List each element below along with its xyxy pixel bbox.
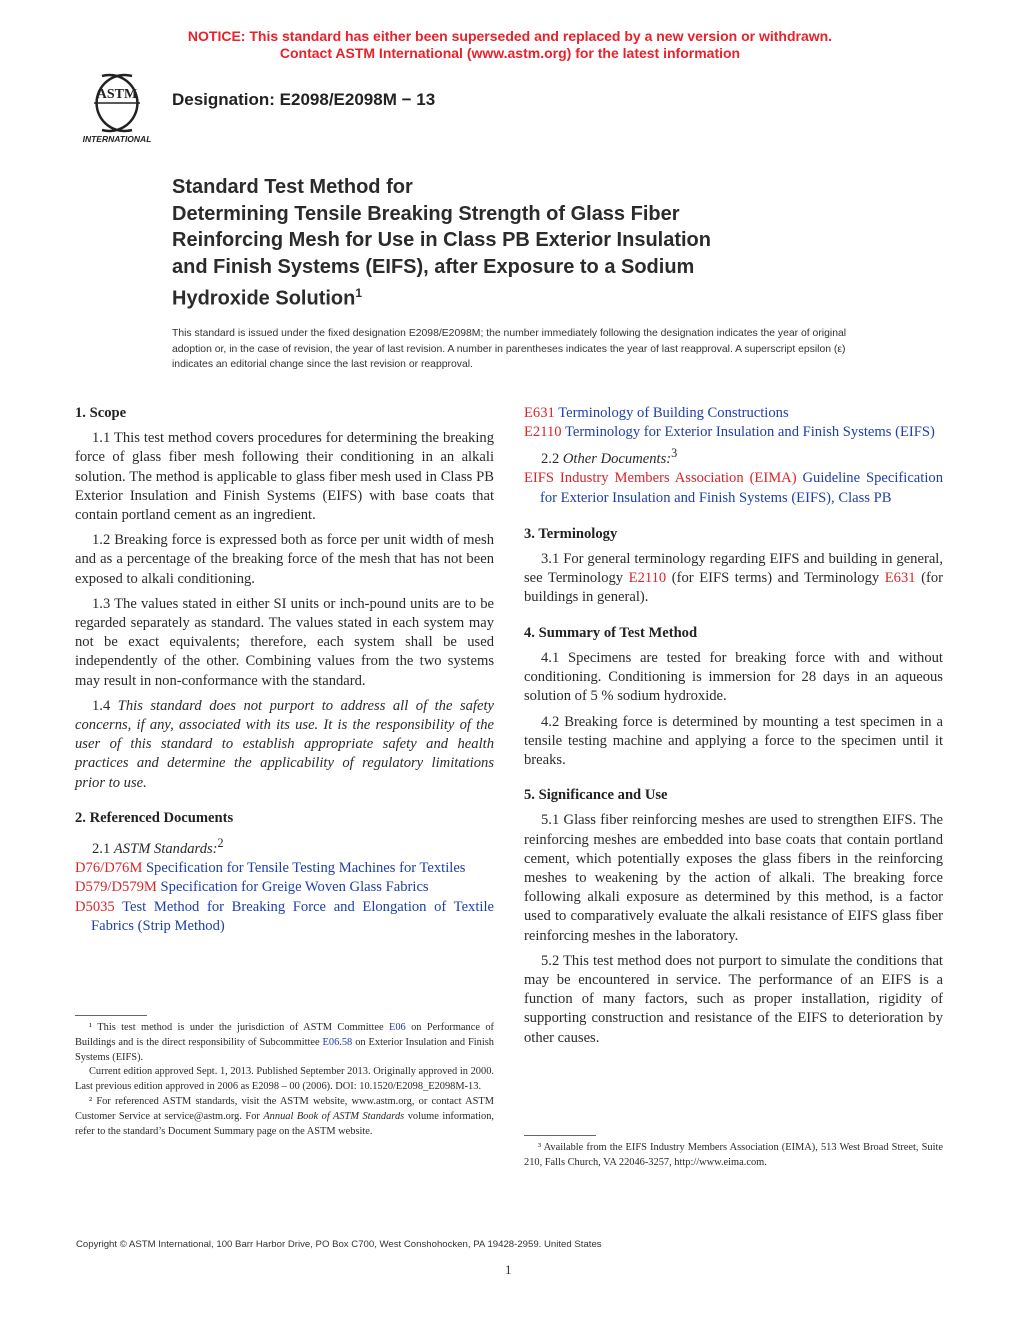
ref-eima-org[interactable]: EIFS Industry Members Association (EIMA) bbox=[524, 470, 797, 487]
footnote-2 bbox=[75, 1095, 494, 1139]
footnote-1-a: ¹ This test method is under the jurisdiction of ASTM Committee bbox=[89, 1022, 389, 1033]
section-2-heading: 2. Referenced Documents bbox=[75, 809, 234, 826]
footnote-2-italic: Annual Book of ASTM Standards bbox=[263, 1110, 405, 1122]
para-3-1-b: (for EIFS terms) and Terminology bbox=[666, 570, 885, 587]
footnote-1-edition: Current edition approved Sept. 1, 2013. Published September 2013. Originally approved in 2000. Last previous edition approved in 2006 as E2098 – 00 (2006). DOI: 10.1520/E2098_E2098M-13. bbox=[75, 1066, 494, 1093]
ref-eima[interactable] bbox=[524, 469, 943, 507]
astm-international-logo bbox=[72, 70, 162, 146]
para-2-1-num: 2.1 bbox=[92, 840, 114, 857]
title-line-1: Standard Test Method for bbox=[172, 176, 413, 198]
title-line-4: and Finish Systems (EIFS), after Exposure to a Sodium bbox=[172, 255, 695, 278]
footnote-2-a: ² For referenced ASTM standards, visit the ASTM website, www.astm.org, or contact ASTM Customer Service at service@astm.org. For bbox=[75, 1095, 494, 1122]
ref-e2110-code[interactable]: E2110 bbox=[524, 424, 562, 441]
page-number: 1 bbox=[505, 1262, 512, 1277]
para-2-2-num: 2.2 bbox=[541, 451, 563, 468]
notice-line-1: NOTICE: This standard has either been superseded and replaced by a new version or withdrawn. bbox=[187, 28, 833, 44]
issuance-note: This standard is issued under the fixed designation E2098/E2098M; the number immediately following the designation indicates the year of original adoption or, in the case of revision, the year of last revision. A number in parentheses indicates the year of last reapproval. A superscript epsilon (ε) indicates an editorial change since the last revision or reapproval. bbox=[172, 328, 847, 370]
title-line-5 bbox=[172, 280, 872, 312]
ref-d5035-title[interactable]: Test Method for Breaking Force and Elongation of Textile Fabrics (Strip Method) bbox=[91, 898, 494, 934]
ref-d5035-code[interactable]: D5035 bbox=[75, 898, 115, 915]
section-3-heading: 3. Terminology bbox=[524, 525, 618, 542]
right-column bbox=[524, 404, 943, 1048]
para-2-2 bbox=[524, 444, 943, 469]
ref-d579-title[interactable]: Specification for Greige Woven Glass Fabrics bbox=[156, 879, 429, 896]
footnote-1-c: on Exterior Insulation and Finish Systems (EIFS). bbox=[75, 1036, 494, 1063]
ref-e631[interactable] bbox=[524, 404, 943, 423]
left-column bbox=[75, 404, 494, 936]
ref-d5035[interactable] bbox=[75, 898, 494, 936]
para-1-3: 1.3 The values stated in either SI units or inch-pound units are to be regarded separately as standard. The values stated in each system may not be exact equivalents; therefore, each system shall be used independently of the other. Combining values from the two systems may result in non-conformance with the standard. bbox=[75, 595, 494, 689]
title-line-2: Determining Tensile Breaking Strength of Glass Fiber bbox=[172, 202, 680, 225]
ref-e631-title[interactable]: Terminology of Building Constructions bbox=[554, 405, 789, 421]
para-4-1: 4.1 Specimens are tested for breaking force with and without conditioning. Conditioning is immersion for 28 days in an aqueous solution of 5 % sodium hydroxide. bbox=[524, 649, 943, 705]
ref-d579[interactable] bbox=[75, 878, 494, 897]
logo-text: INTERNATIONAL bbox=[82, 134, 152, 144]
document-title bbox=[172, 174, 872, 312]
ref-eima-title[interactable]: Guideline Specification for Exterior Insulation and Finish Systems (EIFS), Class PB bbox=[540, 470, 943, 506]
section-5-heading: 5. Significance and Use bbox=[524, 787, 668, 804]
ref-d76[interactable] bbox=[75, 859, 494, 878]
para-4-2: 4.2 Breaking force is determined by mounting a test specimen in a tensile testing machine and applying a force to the specimen until it breaks. bbox=[524, 713, 943, 768]
title-line-3: Reinforcing Mesh for Use in Class PB Exterior Insulation bbox=[172, 229, 711, 251]
para-5-1: 5.1 Glass fiber reinforcing meshes are used to strengthen EIFS. The reinforcing meshes are embedded into base coats that contain portland cement, which potentially exposes the glass fibers in the reinforcing meshes to weakening by the action of alkali. The breaking force following alkali exposure as determined by this method, is a factor used to comparatively evaluate the alkali resistance of EIFS glass fiber reinforcing meshes in the laboratory. bbox=[524, 812, 943, 944]
section-1-heading: 1. Scope bbox=[75, 405, 127, 421]
title-footnote-ref[interactable]: 1 bbox=[355, 286, 363, 300]
ref-d76-code[interactable]: D76/D76M bbox=[75, 860, 143, 877]
designation: Designation: E2098/E2098M − 13 bbox=[172, 90, 436, 109]
copyright-line: Copyright © ASTM International, 100 Barr Harbor Drive, PO Box C700, West Conshohocken, PA 19428-2959. United States bbox=[76, 1239, 602, 1250]
left-footnote-rule bbox=[75, 1015, 147, 1016]
section-4-heading: 4. Summary of Test Method bbox=[524, 624, 698, 641]
para-3-1-c: (for buildings in general). bbox=[524, 570, 943, 606]
para-2-2-label: Other Documents: bbox=[562, 451, 672, 468]
footnote-1-link-e06[interactable]: E06 bbox=[388, 1022, 406, 1033]
footnote-2-ref[interactable]: 2 bbox=[217, 836, 224, 851]
footnote-2-b: volume information, refer to the standard’s Document Summary page on the ASTM website. bbox=[75, 1110, 494, 1137]
para-1-2: 1.2 Breaking force is expressed both as force per unit width of mesh and as a percentage of the breaking force of the mesh that has not been exposed to alkali conditioning. bbox=[75, 532, 494, 587]
ref-d579-code[interactable]: D579/D579M bbox=[75, 879, 157, 896]
link-e2110[interactable]: E2110 bbox=[628, 570, 667, 587]
title-line-5-text: Hydroxide Solution bbox=[172, 287, 356, 310]
ref-e2110[interactable] bbox=[524, 423, 943, 442]
ref-e2110-title[interactable]: Terminology for Exterior Insulation and Finish Systems (EIFS) bbox=[561, 424, 935, 441]
para-3-1 bbox=[524, 550, 943, 608]
footnote-3-ref[interactable]: 3 bbox=[671, 446, 678, 461]
para-2-1 bbox=[75, 834, 494, 859]
footnote-1 bbox=[75, 1021, 494, 1065]
footnote-1-b: on Performance of Buildings and is the direct responsibility of Subcommittee bbox=[75, 1022, 494, 1048]
supersede-notice bbox=[0, 28, 1020, 62]
ref-d76-title[interactable]: Specification for Tensile Testing Machines for Textiles bbox=[142, 860, 466, 877]
para-1-1: 1.1 This test method covers procedures for determining the breaking force of glass fiber mesh following their conditioning in an alkali solution. The method is applicable to glass fiber mesh used in Class PB Exterior Insulation and Finish Systems (EIFS) with base coats that contain portland cement as an ingredient. bbox=[75, 430, 494, 524]
logo-letters: ASTM bbox=[96, 87, 138, 102]
astm-logo-icon bbox=[72, 70, 162, 146]
notice-line-2: Contact ASTM International (www.astm.org) for the latest information bbox=[279, 45, 741, 61]
ref-e631-code[interactable]: E631 bbox=[524, 405, 555, 421]
footnote-3: ³ Available from the EIFS Industry Members Association (EIMA), 513 West Broad Street, Suite 210, Falls Church, VA 22046-3257, http://www.eima.com. bbox=[524, 1142, 943, 1168]
right-footnotes bbox=[524, 1141, 943, 1171]
para-1-4 bbox=[75, 697, 494, 793]
right-footnote-rule bbox=[524, 1135, 596, 1136]
para-5-2: 5.2 This test method does not purport to simulate the conditions that may be encountered in service. The performance of an EIFS is a function of many factors, such as proper installation, rigidity of supporting construction and resistance of the EIFS to deterioration by other causes. bbox=[524, 952, 943, 1046]
footnote-1-link-e0658[interactable]: E06.58 bbox=[322, 1036, 353, 1048]
left-footnotes bbox=[75, 1021, 494, 1139]
para-3-1-a: 3.1 For general terminology regarding EIFS and building in general, see Terminology bbox=[524, 551, 943, 587]
link-e631[interactable]: E631 bbox=[884, 570, 916, 587]
para-1-4-num: 1.4 bbox=[92, 697, 118, 714]
para-2-1-label: ASTM Standards: bbox=[113, 840, 218, 857]
para-1-4-text: This standard does not purport to address all of the safety concerns, if any, associated with its use. It is the responsibility of the user of this standard to establish appropriate safety and health practices and determine the applicability of regulatory limitations prior to use. bbox=[75, 697, 494, 791]
